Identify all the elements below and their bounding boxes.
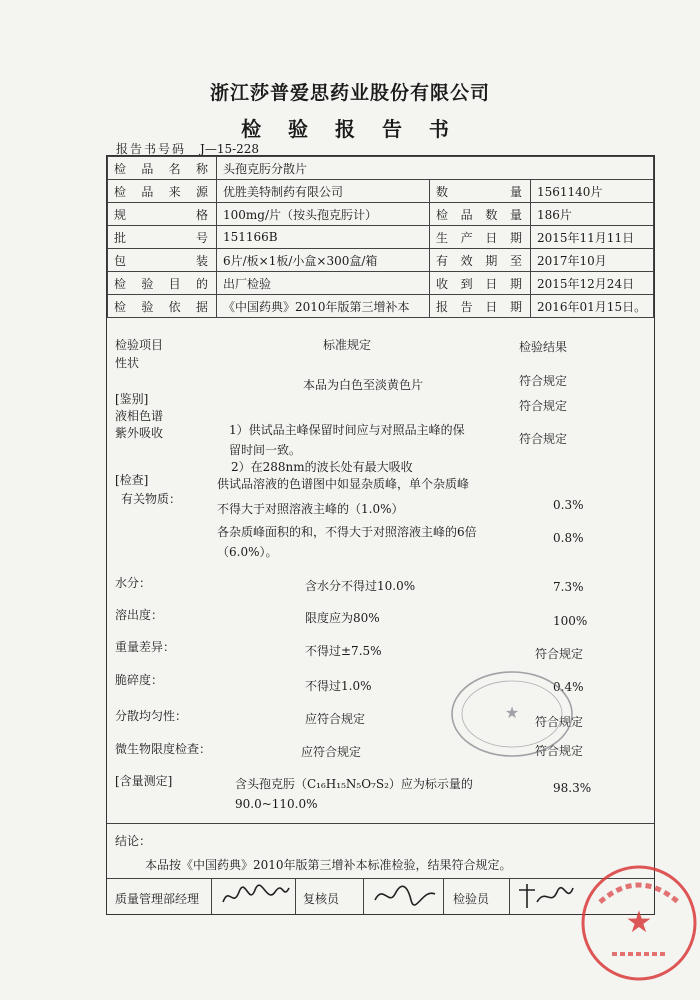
report-date-label: 报告日期 bbox=[430, 295, 531, 318]
item-dissolution: 溶出度： bbox=[115, 608, 164, 622]
prod-date-label: 生产日期 bbox=[430, 226, 531, 249]
source: 优胜美特制药有限公司 bbox=[217, 180, 430, 203]
res-total-impurity: 0.8% bbox=[553, 531, 584, 545]
table-row bbox=[108, 157, 654, 180]
basis-label: 检验依据 bbox=[108, 295, 217, 318]
col-item-header: 检验项目 bbox=[115, 338, 164, 352]
sample-qty: 186片 bbox=[531, 203, 654, 226]
item-friability: 脆碎度： bbox=[115, 673, 164, 687]
product-name-label: 检品名称 bbox=[108, 157, 217, 180]
conclusion-text: 本品按《中国药典》2010年版第三增补本标准检验，结果符合规定。 bbox=[145, 858, 512, 872]
std-friability: 不得过1.0% bbox=[305, 679, 372, 693]
basis: 《中国药典》2010年版第三增补本 bbox=[217, 295, 430, 318]
std-single-impurity: 不得大于对照溶液主峰的（1.0%） bbox=[217, 502, 404, 516]
quantity-label: 数 量 bbox=[430, 180, 531, 203]
item-water: 水分： bbox=[115, 576, 152, 590]
std-assay: 含头孢克肟（C₁₆H₁₅N₅O₇S₂）应为标示量的90.0~110.0% bbox=[235, 777, 473, 811]
res-single-impurity: 0.3% bbox=[553, 498, 584, 512]
signature-col-divider bbox=[509, 878, 510, 914]
svg-text:★: ★ bbox=[504, 703, 520, 722]
item-assay: [含量测定] bbox=[115, 774, 173, 788]
res-assay: 98.3% bbox=[553, 781, 592, 795]
std-weight-variation: 不得过±7.5% bbox=[305, 644, 382, 658]
signature-col-divider bbox=[443, 878, 444, 914]
item-microbial: 微生物限度检查： bbox=[115, 742, 212, 756]
item-tests: [检查] bbox=[115, 473, 149, 487]
std-dispersion: 应符合规定 bbox=[305, 712, 366, 726]
item-appearance: 性状 bbox=[115, 356, 140, 370]
table-row bbox=[108, 272, 654, 295]
package-label: 包 装 bbox=[108, 249, 217, 272]
qa-manager-label: 质量管理部经理 bbox=[115, 892, 200, 906]
qc-stamp-oval bbox=[448, 668, 576, 760]
std-microbial: 应符合规定 bbox=[301, 745, 362, 759]
std-total-impurity: 各杂质峰面积的和，不得大于对照溶液主峰的6倍（6.0%）。 bbox=[217, 525, 477, 559]
std-hplc: 1）供试品主峰保留时间应与对照品主峰的保留时间一致。 bbox=[229, 423, 465, 457]
signature-divider bbox=[107, 878, 654, 879]
report-sheet bbox=[106, 155, 655, 915]
batch-label: 批 号 bbox=[108, 226, 217, 249]
package: 6片/板×1板/小盒×300盒/箱 bbox=[217, 249, 430, 272]
company-seal bbox=[578, 862, 700, 984]
expiry-label: 有效期至 bbox=[430, 249, 531, 272]
report-title: 检 验 报 告 书 bbox=[241, 117, 459, 141]
svg-text:★: ★ bbox=[625, 905, 653, 940]
item-dispersion: 分散均匀性： bbox=[115, 709, 188, 723]
received: 2015年12月24日 bbox=[531, 272, 654, 295]
purpose-label: 检验目的 bbox=[108, 272, 217, 295]
signature-col-divider bbox=[295, 878, 296, 914]
item-hplc: 液相色谱 bbox=[115, 409, 164, 423]
reviewer-label: 复核员 bbox=[303, 892, 340, 906]
inspector-signature bbox=[515, 880, 575, 912]
res-uv: 符合规定 bbox=[519, 432, 568, 446]
table-row bbox=[108, 226, 654, 249]
std-uv: 2）在288nm的波长处有最大吸收 bbox=[231, 460, 413, 474]
product-name: 头孢克肟分散片 bbox=[217, 157, 654, 180]
source-label: 检品来源 bbox=[108, 180, 217, 203]
table-row bbox=[108, 203, 654, 226]
received-label: 收到日期 bbox=[430, 272, 531, 295]
inspector-label: 检验员 bbox=[453, 892, 490, 906]
reviewer-signature bbox=[371, 880, 439, 912]
res-identification: 符合规定 bbox=[519, 399, 568, 413]
spec-label: 规 格 bbox=[108, 203, 217, 226]
table-row bbox=[108, 180, 654, 203]
item-related-substances: 有关物质： bbox=[121, 492, 182, 506]
signature-col-divider bbox=[363, 878, 364, 914]
res-dispersion: 符合规定 bbox=[535, 715, 584, 729]
col-result-header: 检验结果 bbox=[519, 340, 568, 354]
company-name: 浙江莎普爱思药业股份有限公司 bbox=[209, 82, 490, 104]
quantity: 1561140片 bbox=[531, 180, 654, 203]
item-identification: [鉴别] bbox=[115, 392, 149, 406]
res-water: 7.3% bbox=[553, 580, 584, 594]
table-row bbox=[108, 249, 654, 272]
batch: 151166B bbox=[217, 226, 430, 249]
spec: 100mg/片（按头孢克肟计） bbox=[217, 203, 430, 226]
std-appearance: 本品为白色至淡黄色片 bbox=[303, 378, 424, 392]
std-water: 含水分不得过10.0% bbox=[305, 579, 416, 593]
expiry: 2017年10月 bbox=[531, 249, 654, 272]
item-uv: 紫外吸收 bbox=[115, 426, 164, 440]
res-microbial: 符合规定 bbox=[535, 744, 584, 758]
info-table bbox=[107, 156, 654, 318]
item-weight-variation: 重量差异： bbox=[115, 640, 176, 654]
res-friability: 0.4% bbox=[553, 680, 584, 694]
res-dissolution: 100% bbox=[553, 614, 588, 628]
res-appearance: 符合规定 bbox=[519, 374, 568, 388]
res-weight-variation: 符合规定 bbox=[535, 647, 584, 661]
signature-col-divider bbox=[211, 878, 212, 914]
std-dissolution: 限度应为80% bbox=[305, 611, 380, 625]
conclusion-divider bbox=[107, 823, 654, 824]
report-date: 2016年01月15日。 bbox=[531, 295, 654, 318]
qa-manager-signature bbox=[219, 880, 291, 912]
prod-date: 2015年11月11日 bbox=[531, 226, 654, 249]
report-number: J—15-228 bbox=[200, 142, 260, 156]
conclusion-label: 结论： bbox=[115, 834, 152, 848]
col-standard-header: 标准规定 bbox=[323, 338, 372, 352]
purpose: 出厂检验 bbox=[217, 272, 430, 295]
std-impurity-intro: 供试品溶液的色谱图中如显杂质峰，单个杂质峰 bbox=[217, 477, 470, 491]
sample-qty-label: 检品数量 bbox=[430, 203, 531, 226]
report-number-label: 报告书号码 bbox=[116, 142, 187, 156]
table-row bbox=[108, 295, 654, 318]
